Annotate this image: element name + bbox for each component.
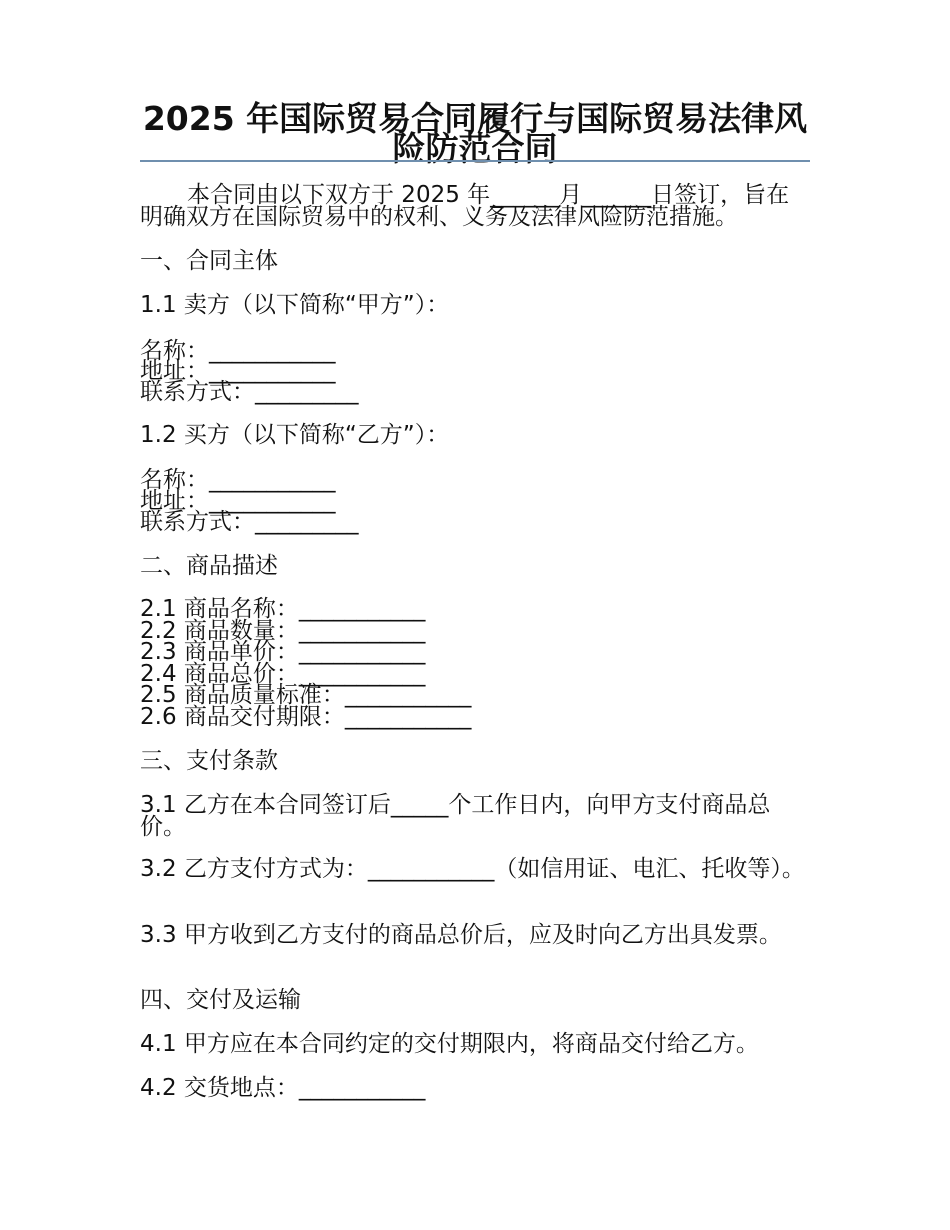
goods-quantity-item: 2.2 商品数量：___________ <box>140 618 426 644</box>
delivery-clause-1: 4.1 甲方应在本合同约定的交付期限内，将商品交付给乙方。 <box>140 1031 759 1057</box>
title-divider <box>140 160 810 162</box>
payment-clause-1: 3.1 乙方在本合同签订后_____个工作日内，向甲方支付商品总价。 <box>140 792 771 840</box>
section-2-heading: 二、商品描述 <box>140 553 278 579</box>
goods-total-price-item: 2.4 商品总价：___________ <box>140 661 426 687</box>
buyer-contact-field: 联系方式：_________ <box>140 509 359 535</box>
seller-heading: 1.1 卖方（以下简称“甲方”）： <box>140 292 450 318</box>
section-3-heading: 三、支付条款 <box>140 748 278 774</box>
section-4-heading: 四、交付及运输 <box>140 987 301 1013</box>
section-1-heading: 一、合同主体 <box>140 248 278 274</box>
document-title: 2025 年国际贸易合同履行与国际贸易法律风险防范合同 <box>142 99 808 168</box>
goods-delivery-deadline-item: 2.6 商品交付期限：___________ <box>140 704 472 730</box>
seller-contact-field: 联系方式：_________ <box>140 379 359 405</box>
delivery-clause-2: 4.2 交货地点：___________ <box>140 1075 426 1101</box>
payment-clause-3: 3.3 甲方收到乙方支付的商品总价后，应及时向乙方出具发票。 <box>140 922 782 948</box>
seller-name-field: 名称：___________ <box>140 338 336 364</box>
buyer-name-field: 名称：___________ <box>140 467 336 493</box>
buyer-address-field: 地址：___________ <box>140 488 336 514</box>
seller-address-field: 地址：___________ <box>140 358 336 384</box>
buyer-heading: 1.2 买方（以下简称“乙方”）： <box>140 422 450 448</box>
goods-quality-item: 2.5 商品质量标准：___________ <box>140 682 472 708</box>
goods-unit-price-item: 2.3 商品单价：___________ <box>140 639 426 665</box>
goods-name-item: 2.1 商品名称：___________ <box>140 596 426 622</box>
payment-clause-2: 3.2 乙方支付方式为：___________（如信用证、电汇、托收等）。 <box>140 856 805 882</box>
intro-paragraph: 本合同由以下双方于 2025 年______月______日签订，旨在明确双方在国际贸易中的权利、义务及法律风险防范措施。 <box>140 182 790 230</box>
